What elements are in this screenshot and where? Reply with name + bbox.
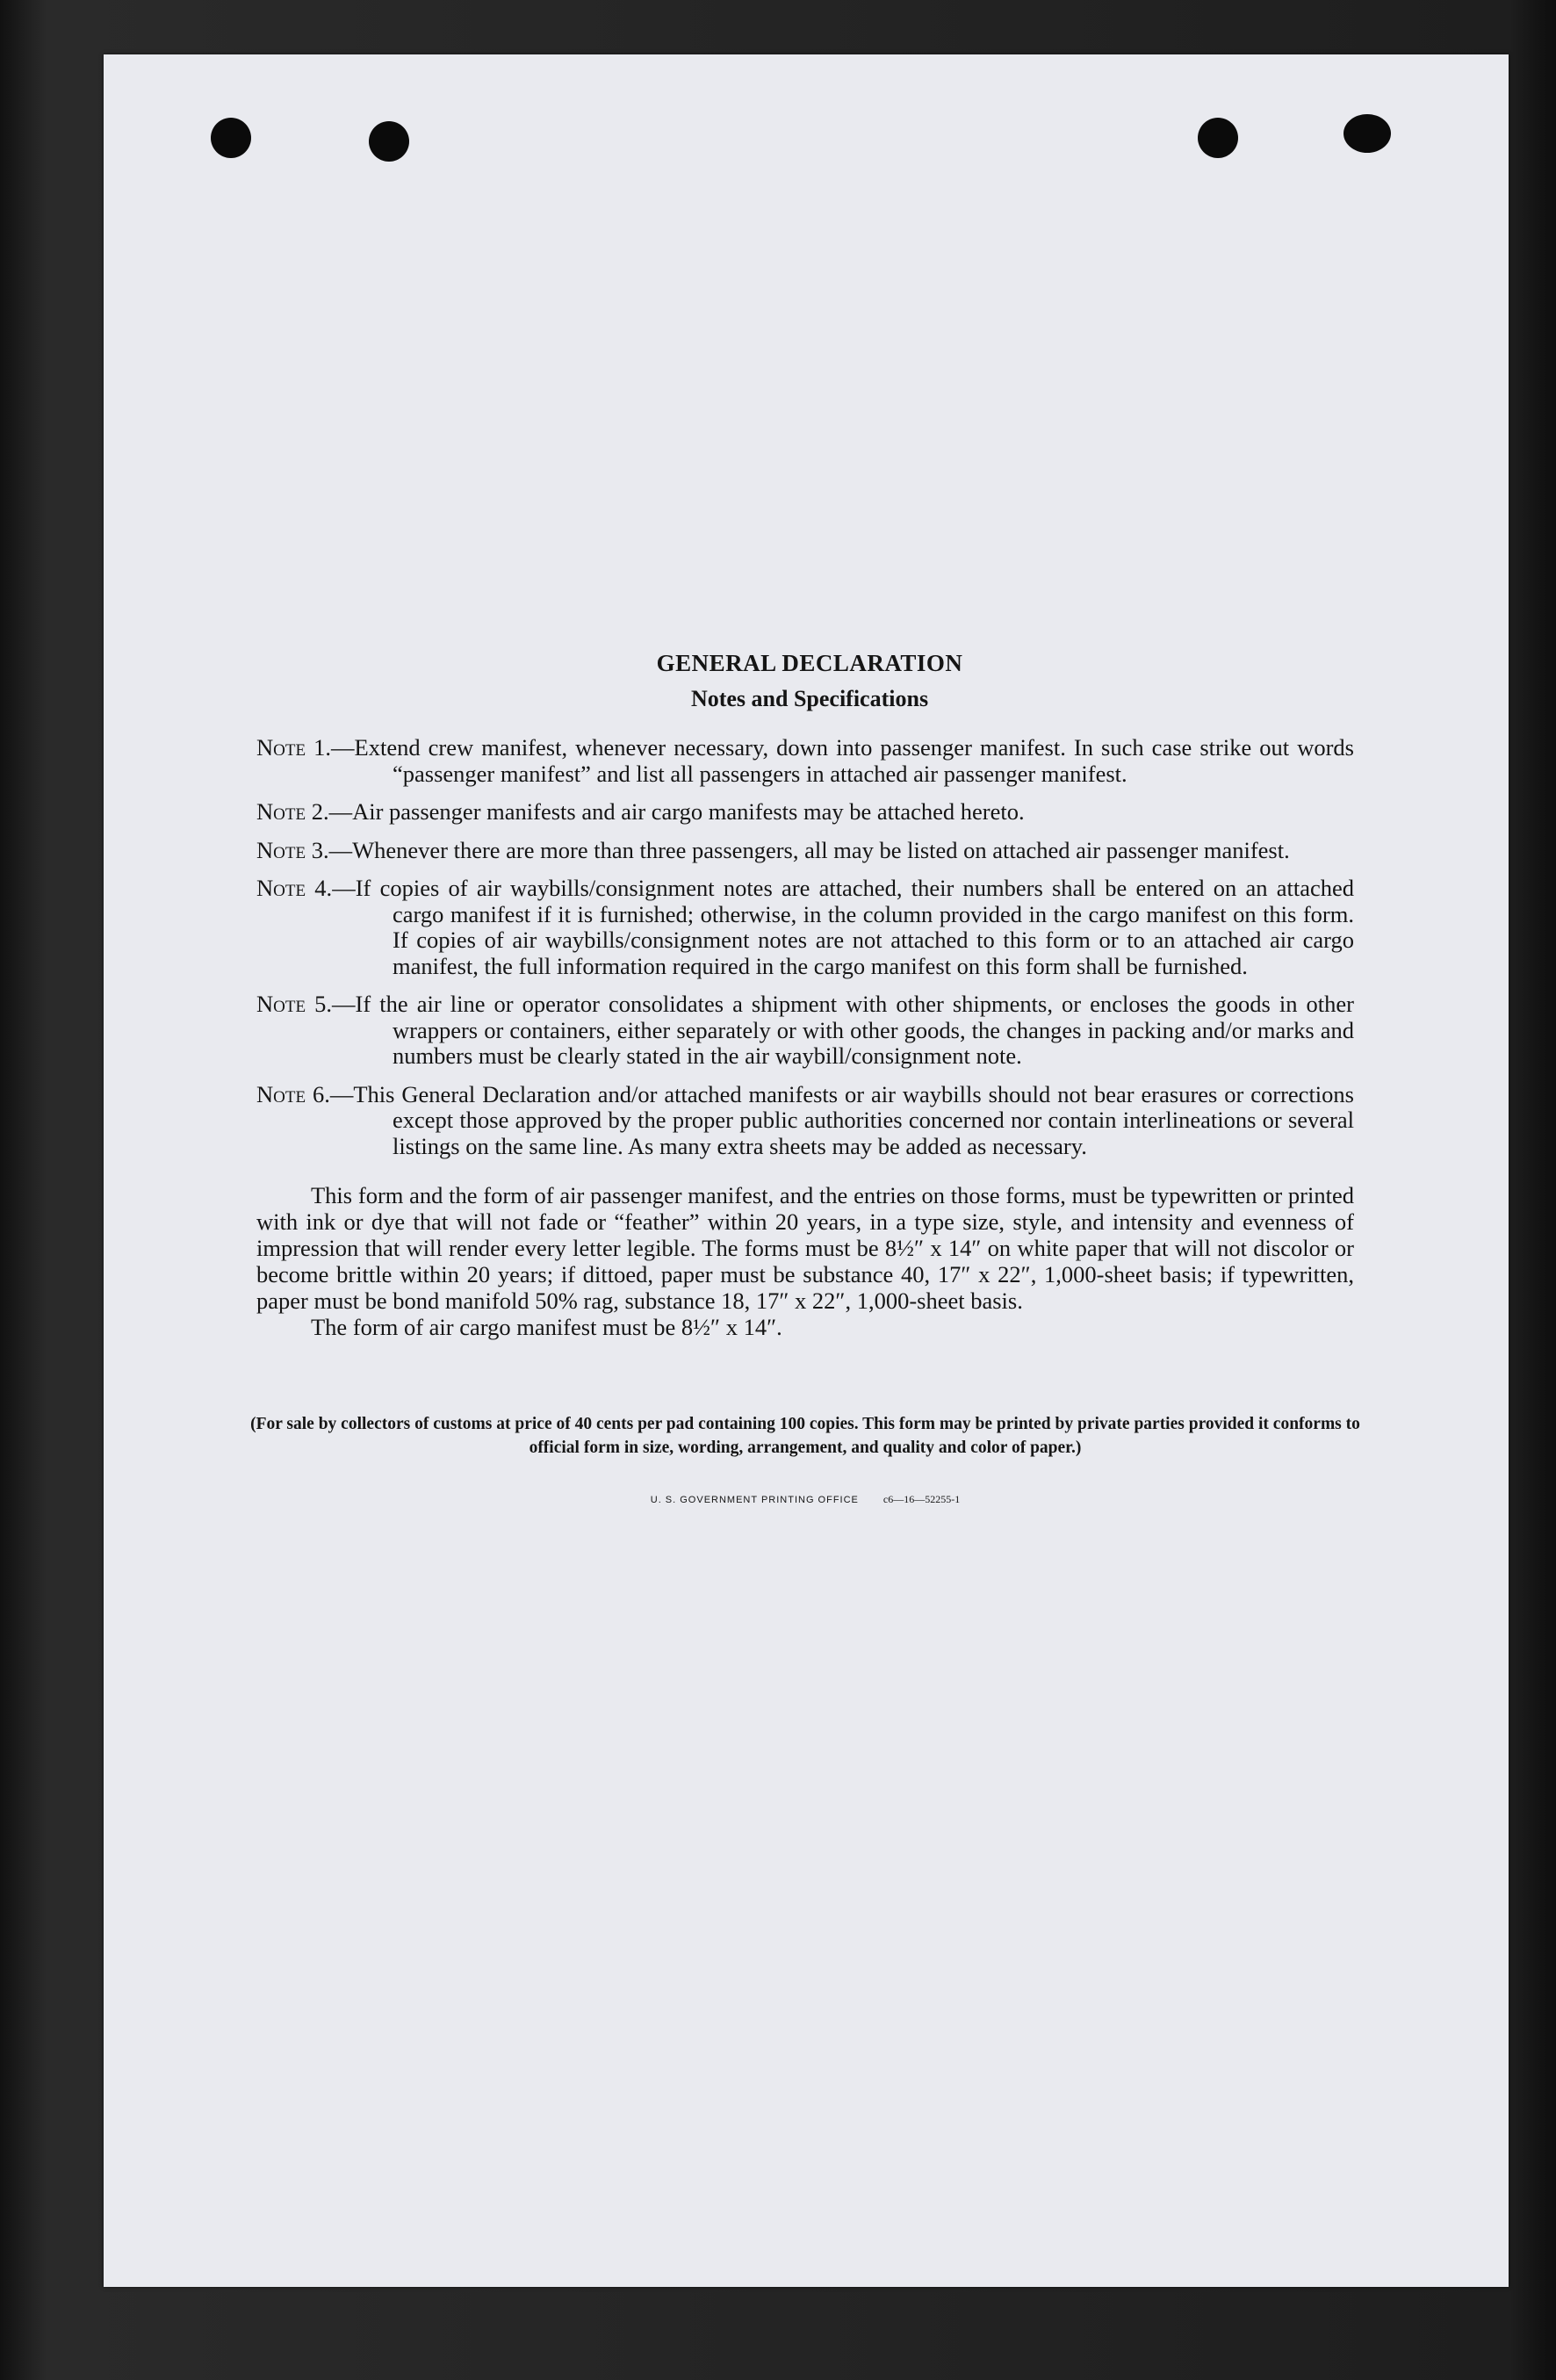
note-4	[256, 876, 1354, 979]
note-1	[256, 735, 1354, 787]
note-6	[256, 1082, 1354, 1160]
punch-hole	[1343, 114, 1391, 153]
note-label: Note 5.	[256, 991, 333, 1017]
note-text: —Whenever there are more than three passengers, all may be listed on attached air passenger manifest.	[328, 836, 1290, 863]
punch-hole	[211, 118, 251, 158]
document-content	[250, 650, 1360, 1506]
printer-imprint	[256, 1493, 1354, 1506]
specification-paragraph: This form and the form of air passenger manifest, and the entries on those forms, must be typewritten or printed with ink or dye that will not fade or “feather” within 20 years, in a type size, style, and intensity and evenness of impression that will render every letter legible. The forms must be 8½″ x 14″ on white paper that will not discolor or become brittle within 20 years; if dittoed, paper must be substance 40, 17″ x 22″, 1,000-sheet basis; if typewritten, paper must be bond manifold 50% rag, substance 18, 17″ x 22″, 1,000-sheet basis.	[256, 1182, 1354, 1314]
note-3	[256, 838, 1354, 864]
imprint-text: U. S. GOVERNMENT PRINTING OFFICE	[650, 1495, 859, 1505]
note-5	[256, 992, 1354, 1070]
note-text: —If copies of air waybills/consignment notes are attached, their numbers shall be entered on an attached cargo manifest if it is furnished; otherwise, in the column provided in the cargo manifest on this form. If copies of air waybills/consignment notes are not attached to this form or to an attached air cargo manifest, the full information required in the cargo manifest on this form shall be furnished.	[332, 875, 1354, 979]
page-subtitle: Notes and Specifications	[690, 686, 929, 711]
cargo-manifest-paragraph: The form of air cargo manifest must be 8½″ x 14″.	[311, 1314, 782, 1340]
note-label: Note 2.	[256, 798, 329, 825]
punch-hole	[369, 121, 409, 162]
note-text: —Extend crew manifest, whenever necessary, down into passenger manifest. In such case strike out words “passenger manifest” and list all passengers in attached air passenger manifest.	[331, 734, 1354, 787]
note-2	[256, 799, 1354, 826]
sale-notice: (For sale by collectors of customs at price of 40 cents per pad containing 100 copies. This form may be printed by private parties provided it conforms to official form in size, wording, arrangement, and quality and color of paper.)	[250, 1415, 1360, 1457]
punch-hole	[1198, 118, 1238, 158]
imprint-code: c6—16—52255-1	[882, 1493, 961, 1505]
note-text: —Air passenger manifests and air cargo manifests may be attached hereto.	[328, 798, 1025, 825]
note-label: Note 1.	[256, 734, 332, 761]
note-label: Note 3.	[256, 836, 329, 863]
note-text: —If the air line or operator consolidates a shipment with other shipments, or encloses the goods in other wrappers or containers, either separately or with other goods, the changes in packing and/or marks and numbers must be clearly stated in the air waybill/consignment note.	[332, 991, 1354, 1069]
note-label: Note 4.	[256, 875, 333, 901]
note-text: —This General Declaration and/or attached manifests or air waybills should not bear erasures or corrections except those approved by the proper public authorities concerned nor contain interlineations or several listings on the same line. As many extra sheets may be added as necessary.	[329, 1080, 1354, 1159]
page-title: GENERAL DECLARATION	[656, 650, 963, 676]
note-label: Note 6.	[256, 1080, 330, 1107]
